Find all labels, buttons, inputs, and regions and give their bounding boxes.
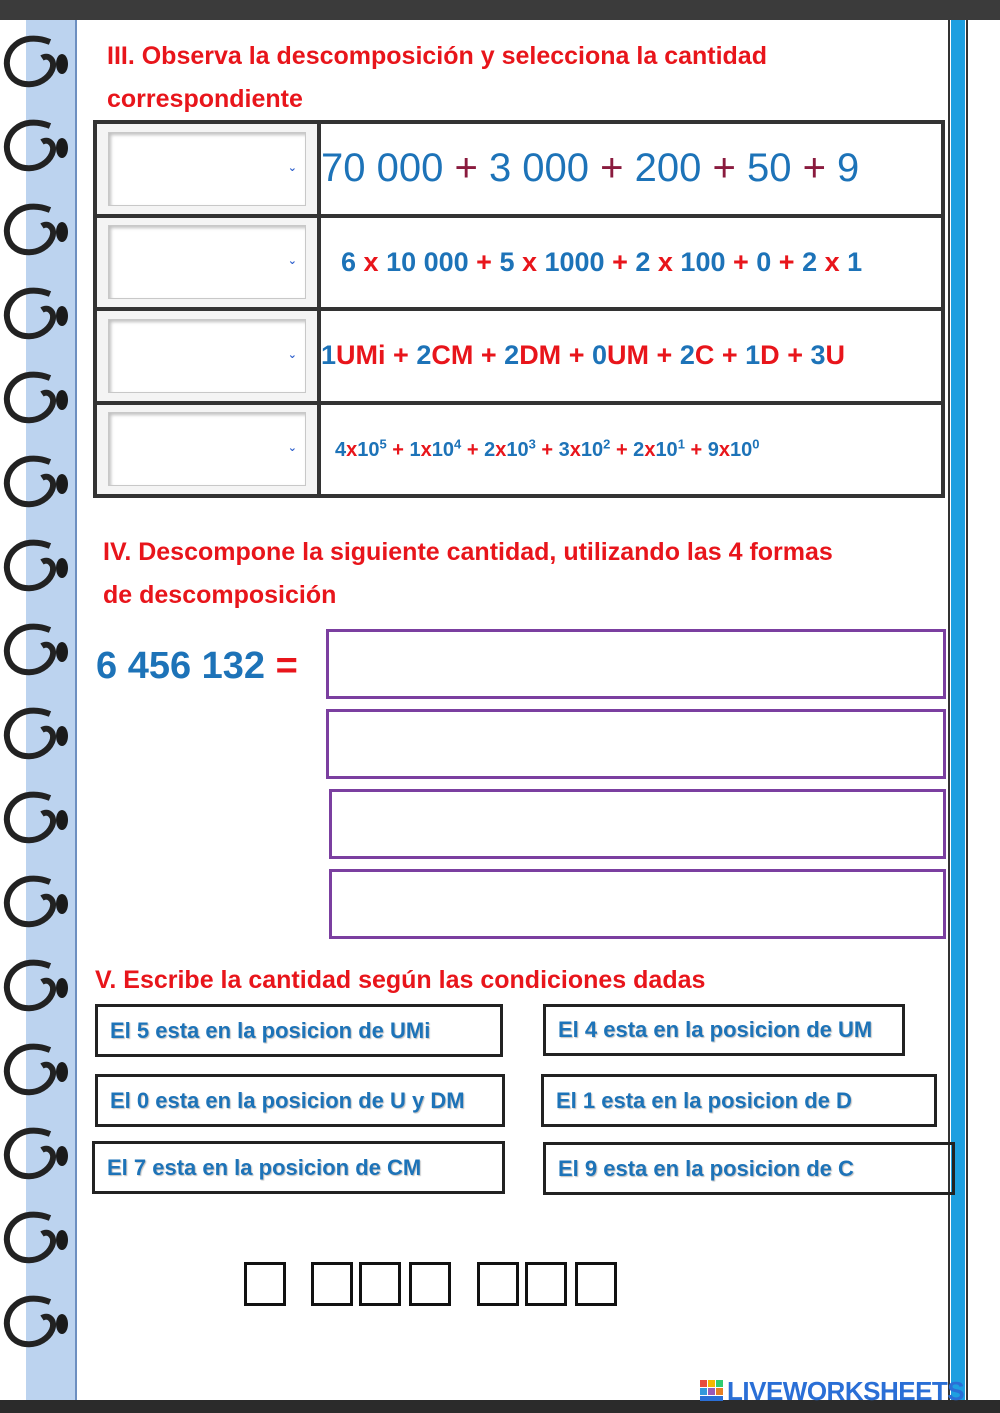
answer-select-3[interactable] bbox=[108, 319, 306, 393]
digit-input-4[interactable] bbox=[409, 1262, 451, 1306]
digit-input-3[interactable] bbox=[359, 1262, 401, 1306]
liveworksheets-logo-icon bbox=[700, 1380, 724, 1402]
select-cell bbox=[95, 122, 319, 216]
chevron-down-icon[interactable]: ⌄ bbox=[287, 348, 297, 361]
spiral-hole bbox=[56, 642, 68, 662]
decomposition-expression-2 bbox=[319, 216, 943, 310]
number-to-decompose bbox=[96, 645, 298, 688]
spiral-hole bbox=[56, 1314, 68, 1334]
section3-heading-line1: III. Observa la descomposición y selecciona la cantidad bbox=[107, 42, 767, 70]
chevron-down-icon[interactable]: ⌄ bbox=[287, 442, 297, 455]
table-row bbox=[95, 216, 943, 310]
expression-text: 70 000 + 3 000 + 200 + 50 + 9 bbox=[321, 146, 860, 191]
spiral-hole bbox=[56, 1062, 68, 1082]
digit-input-7[interactable] bbox=[575, 1262, 617, 1306]
section4-heading bbox=[103, 531, 833, 617]
condition-box: El 7 esta en la posicion de CM bbox=[92, 1141, 505, 1194]
condition-box: El 5 esta en la posicion de UMi bbox=[95, 1004, 503, 1057]
decomposition-table bbox=[93, 120, 945, 498]
decomposition-expression-4 bbox=[319, 403, 943, 497]
spiral-hole bbox=[56, 54, 68, 74]
spiral-hole bbox=[56, 558, 68, 578]
chevron-down-icon[interactable]: ⌄ bbox=[287, 255, 297, 268]
answer-select-2[interactable] bbox=[108, 225, 306, 299]
digit-input-6[interactable] bbox=[525, 1262, 567, 1306]
decomposition-input-1[interactable] bbox=[326, 629, 946, 699]
spiral-hole bbox=[56, 474, 68, 494]
top-bar bbox=[0, 0, 1000, 20]
spiral-hole bbox=[56, 1230, 68, 1250]
section5-heading: V. Escribe la cantidad según las condiciones dadas bbox=[95, 966, 706, 994]
table-row bbox=[95, 309, 943, 403]
spiral-hole bbox=[56, 390, 68, 410]
decomposition-expression-1 bbox=[319, 122, 943, 216]
chevron-down-icon[interactable]: ⌄ bbox=[287, 161, 297, 174]
decomposition-input-3[interactable] bbox=[329, 789, 946, 859]
condition-box: El 9 esta en la posicion de C bbox=[543, 1142, 955, 1195]
digit-input-1[interactable] bbox=[244, 1262, 286, 1306]
digit-input-2[interactable] bbox=[311, 1262, 353, 1306]
answer-select-1[interactable] bbox=[108, 132, 306, 206]
expression-text: $4x10^5 + 1x10^4 + 2x10^3 + 3x10^2 + 2x10^1 + 9x10^0$ bbox=[335, 436, 760, 462]
table-row bbox=[95, 122, 943, 216]
select-cell bbox=[95, 403, 319, 497]
spiral-hole bbox=[56, 1146, 68, 1166]
spiral-hole bbox=[56, 894, 68, 914]
decomposition-expression-3 bbox=[319, 309, 943, 403]
spiral-hole bbox=[56, 222, 68, 242]
select-cell bbox=[95, 216, 319, 310]
section3-heading bbox=[107, 35, 767, 121]
spiral-hole bbox=[56, 306, 68, 326]
select-cell bbox=[95, 309, 319, 403]
section4-heading-line1: IV. Descompone la siguiente cantidad, utilizando las 4 formas bbox=[103, 538, 833, 566]
answer-select-4[interactable] bbox=[108, 412, 306, 486]
watermark-text: LIVEWORKSHEETS bbox=[727, 1376, 965, 1406]
spiral-hole bbox=[56, 810, 68, 830]
liveworksheets-watermark[interactable] bbox=[700, 1376, 964, 1407]
section4-heading-line2: de descomposición bbox=[103, 581, 337, 609]
decomposition-input-2[interactable] bbox=[326, 709, 946, 779]
notebook-spiral bbox=[0, 20, 80, 1400]
digit-input-5[interactable] bbox=[477, 1262, 519, 1306]
expression-text: 1UMi + 2CM + 2DM + 0UM + 2C + 1D + 3U bbox=[321, 340, 845, 371]
spiral-hole bbox=[56, 978, 68, 998]
expression-text: 6 x 10 000 + 5 x 1000 + 2 x 100 + 0 + 2 x 1 bbox=[341, 246, 863, 277]
table-row bbox=[95, 403, 943, 497]
condition-box: El 1 esta en la posicion de D bbox=[541, 1074, 937, 1127]
condition-box: El 0 esta en la posicion de U y DM bbox=[95, 1074, 505, 1127]
condition-box: El 4 esta en la posicion de UM bbox=[543, 1004, 905, 1056]
number-value: 6 456 132 bbox=[96, 645, 266, 687]
spiral-hole bbox=[56, 726, 68, 746]
spiral-hole bbox=[56, 138, 68, 158]
section3-heading-line2: correspondiente bbox=[107, 85, 303, 113]
page-right-border bbox=[948, 20, 1000, 1400]
equals-sign: = bbox=[275, 645, 298, 687]
decomposition-input-4[interactable] bbox=[329, 869, 946, 939]
